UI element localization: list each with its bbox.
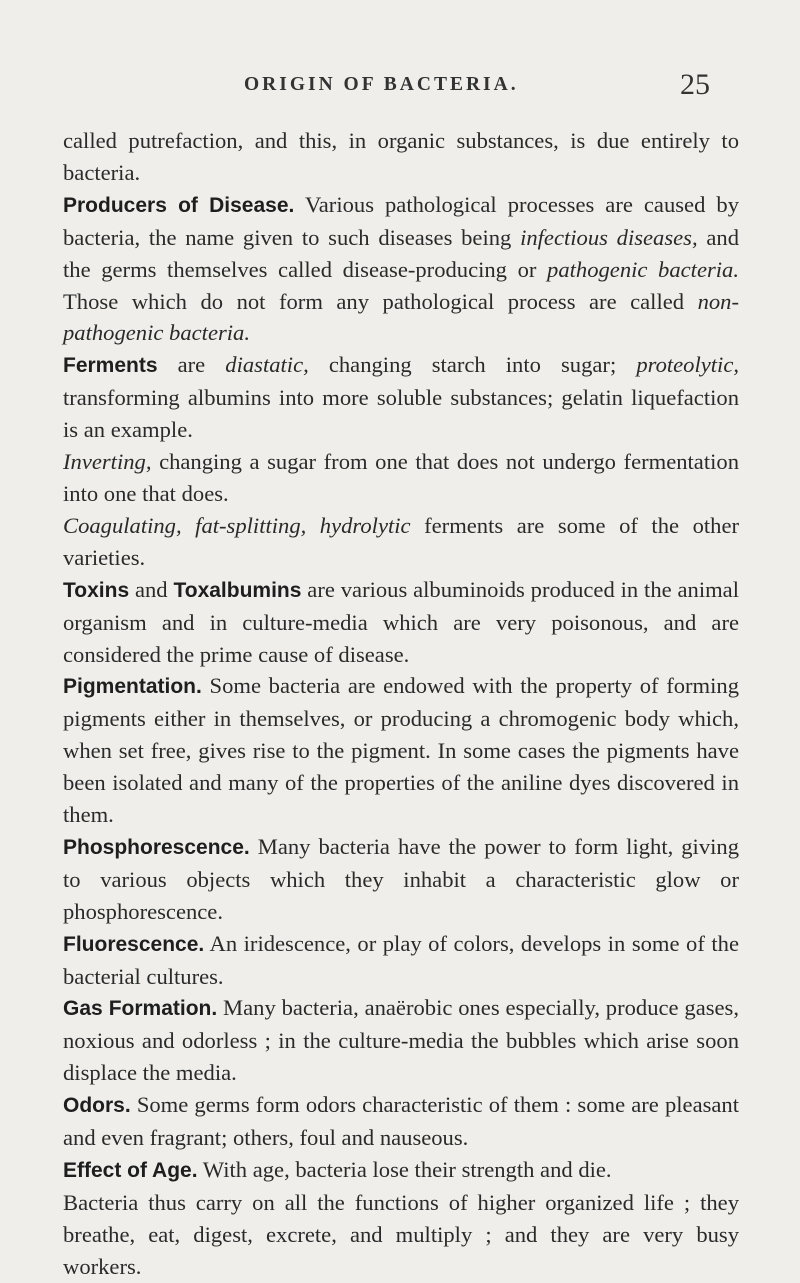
paragraph-inverting bbox=[63, 446, 739, 510]
italic-term: non-pathogenic bacteria. bbox=[63, 288, 739, 346]
section-heading: Producers of Disease. bbox=[63, 193, 295, 217]
page-header bbox=[0, 68, 800, 108]
paragraph-text: called putrefaction, and this, in organic substances, is due entirely to bacteria. bbox=[63, 128, 739, 185]
paragraph-text: Many bacteria have the power to form light, giving to various objects which they inhabit a characteristic glow or phosphorescence. bbox=[63, 833, 739, 924]
section-heading: Ferments bbox=[63, 354, 158, 378]
paragraph-odors bbox=[63, 1089, 739, 1154]
paragraph-text: transforming albumins into more soluble substances; gelatin liquefaction is an example. bbox=[63, 385, 739, 443]
paragraph-text: Some bacteria are endowed with the property of forming pigments either in themselves, or producing a chromogenic body which, when set free, gives rise to the pigment. In some cases the pigments have been isolated and many of the properties of the aniline dyes discovered in them. bbox=[63, 673, 739, 828]
paragraph-pigmentation bbox=[63, 670, 739, 831]
section-heading: Odors. bbox=[63, 1094, 131, 1118]
running-title: ORIGIN OF BACTERIA. bbox=[244, 74, 519, 95]
paragraph-text: changing starch into sugar; bbox=[308, 352, 637, 378]
paragraph-phosphorescence bbox=[63, 831, 739, 928]
section-heading: Effect of Age. bbox=[63, 1159, 198, 1182]
paragraph-text: ferments are some of the other varieties. bbox=[63, 512, 739, 570]
italic-term: Inverting, bbox=[63, 449, 152, 475]
section-heading: Pigmentation. bbox=[63, 675, 202, 699]
paragraph-toxins bbox=[63, 574, 739, 671]
italic-term: proteolytic, bbox=[636, 352, 739, 378]
paragraph-text: are various albuminoids produced in the animal organism and in culture-media which are very poisonous, and are considered the prime cause of disease. bbox=[63, 576, 739, 667]
paragraph-text: and bbox=[129, 576, 174, 602]
paragraph-text: changing a sugar from one that does not undergo fermentation into one that does. bbox=[63, 449, 739, 506]
section-heading: Toxalbumins bbox=[173, 578, 302, 602]
paragraph-text: are bbox=[157, 352, 226, 378]
paragraph-text: Those which do not form any pathological process are called bbox=[63, 288, 698, 314]
paragraph-fluorescence bbox=[63, 928, 739, 993]
italic-term: Coagulating, fat-splitting, hydrolytic bbox=[63, 512, 411, 538]
section-heading: Phosphorescence. bbox=[63, 835, 250, 859]
italic-term: diastatic, bbox=[225, 352, 309, 378]
paragraph-producers-of-disease bbox=[63, 189, 739, 350]
paragraph-text: Many bacteria, anaërobic ones especially, produce gases, noxious and odorless ; in the culture-media the bubbles which arise soon displace the media. bbox=[63, 995, 739, 1086]
body-text bbox=[63, 125, 739, 1283]
section-heading: Fluorescence. bbox=[63, 932, 205, 956]
paragraph-text: An iridescence, or play of colors, develops in some of the bacterial cultures. bbox=[63, 930, 739, 989]
paragraph-putrefaction bbox=[63, 125, 739, 189]
paragraph-ferments bbox=[63, 349, 739, 446]
paragraph-gas-formation bbox=[63, 992, 739, 1089]
paragraph-text: Some germs form odors characteristic of them : some are pleasant and even fragrant; others, foul and nauseous. bbox=[63, 1092, 739, 1151]
paragraph-text: and the germs themselves called disease-producing or bbox=[63, 224, 739, 282]
page-number: 25 bbox=[680, 68, 710, 101]
paragraph-coagulating bbox=[63, 510, 739, 574]
paragraph-text: Bacteria thus carry on all the functions of higher organized life ; they breathe, eat, digest, excrete, and multiply ; and they are very busy workers. bbox=[63, 1189, 739, 1279]
section-heading: Toxins bbox=[63, 578, 130, 602]
section-heading: Gas Formation. bbox=[63, 997, 218, 1021]
paragraph-text: Various pathological processes are caused by bacteria, the name given to such diseases being bbox=[63, 191, 739, 250]
italic-term: infectious diseases, bbox=[520, 224, 698, 250]
italic-term: pathogenic bacteria. bbox=[547, 256, 739, 282]
paragraph-conclusion bbox=[63, 1187, 739, 1283]
paragraph-effect-of-age bbox=[63, 1154, 739, 1187]
paragraph-text: With age, bacteria lose their strength and die. bbox=[197, 1157, 612, 1182]
